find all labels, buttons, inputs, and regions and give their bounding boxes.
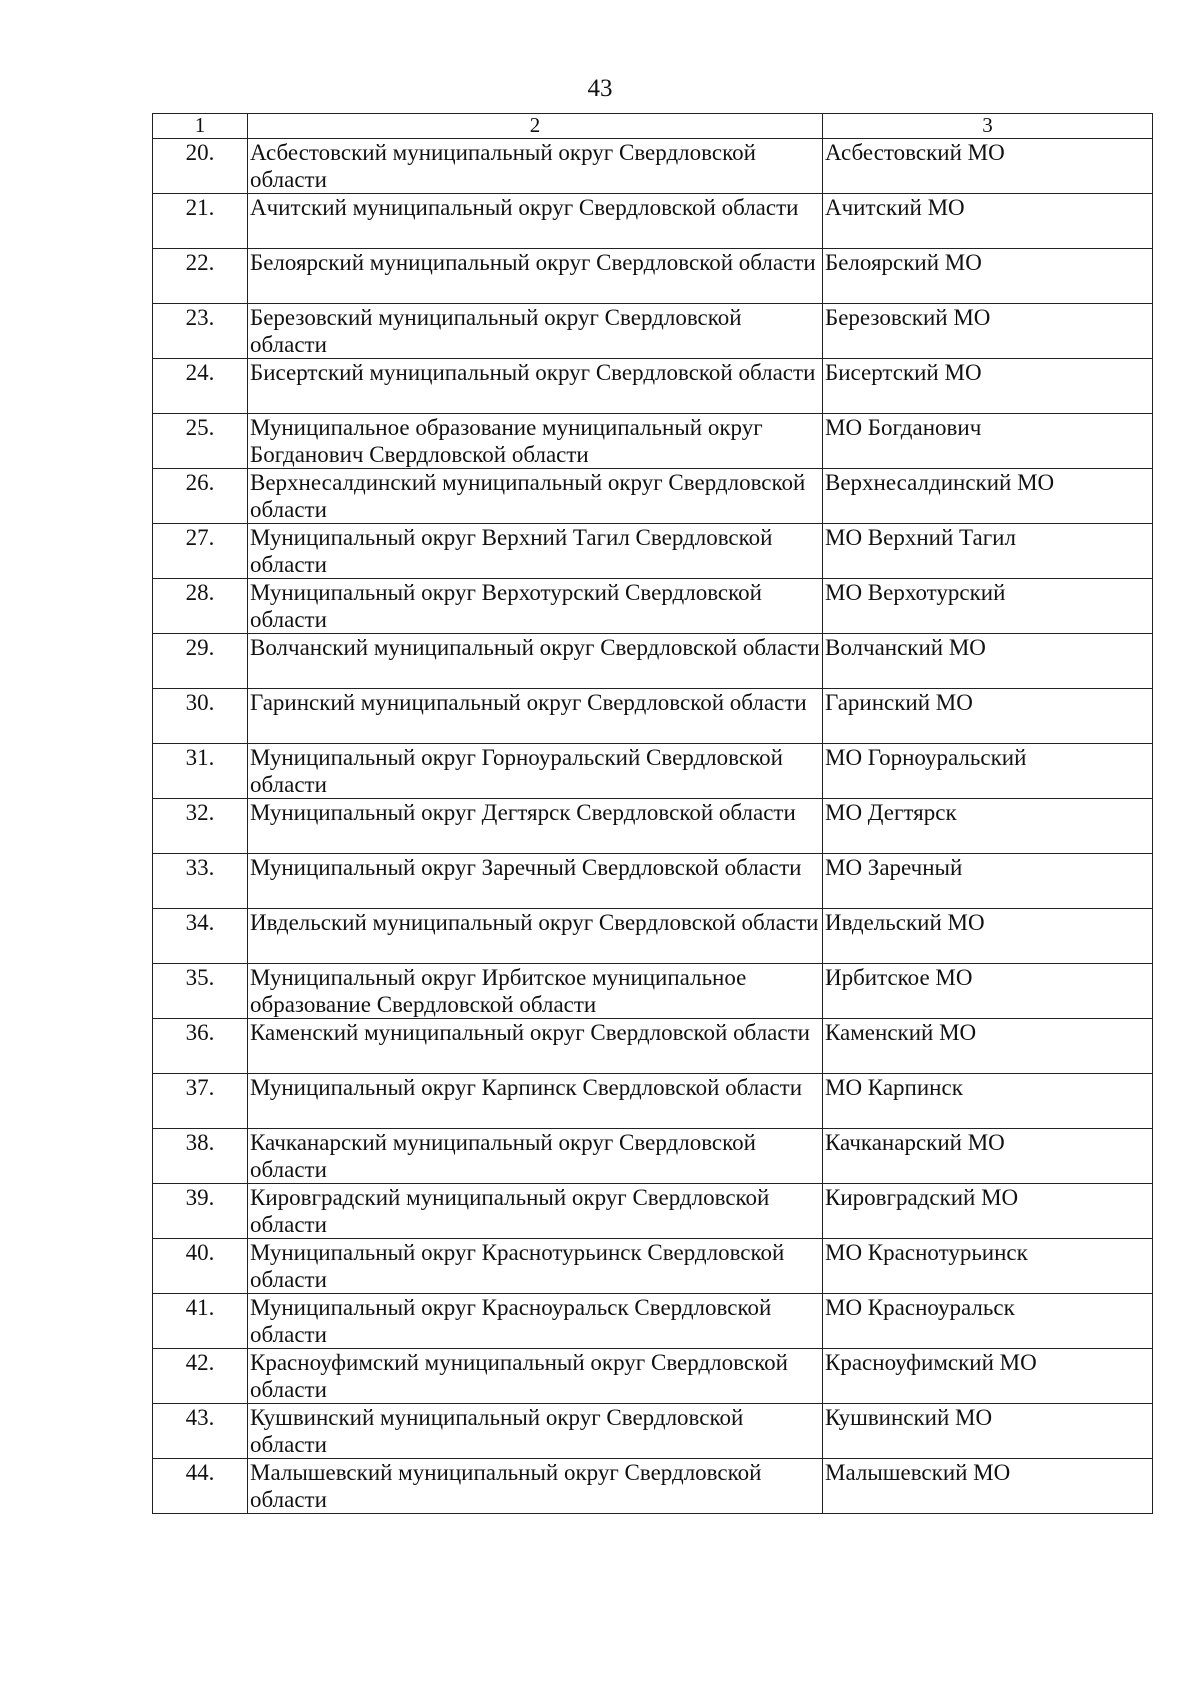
table-row bbox=[153, 1019, 1153, 1074]
short-name-cell: Ирбитское МО bbox=[823, 964, 1153, 1019]
full-name-cell: Муниципальное образование муниципальный округ Богданович Свердловской области bbox=[248, 414, 823, 469]
row-number-cell: 38. bbox=[153, 1129, 248, 1184]
row-number-cell: 23. bbox=[153, 304, 248, 359]
table-row bbox=[153, 139, 1153, 194]
table-row bbox=[153, 1294, 1153, 1349]
short-name-cell: МО Верхний Тагил bbox=[823, 524, 1153, 579]
table-row bbox=[153, 304, 1153, 359]
short-name-cell: МО Горноуральский bbox=[823, 744, 1153, 799]
short-name-cell: Кировградский МО bbox=[823, 1184, 1153, 1239]
row-number-cell: 26. bbox=[153, 469, 248, 524]
column-header-number: 1 bbox=[153, 114, 248, 139]
table-body bbox=[153, 114, 1153, 1514]
short-name-cell: Белоярский МО bbox=[823, 249, 1153, 304]
full-name-cell: Муниципальный округ Горноуральский Свердловской области bbox=[248, 744, 823, 799]
short-name-cell: Асбестовский МО bbox=[823, 139, 1153, 194]
row-number-cell: 42. bbox=[153, 1349, 248, 1404]
table-row bbox=[153, 524, 1153, 579]
table-row bbox=[153, 579, 1153, 634]
table-row bbox=[153, 359, 1153, 414]
row-number-cell: 22. bbox=[153, 249, 248, 304]
full-name-cell: Каменский муниципальный округ Свердловской области bbox=[248, 1019, 823, 1074]
short-name-cell: Волчанский МО bbox=[823, 634, 1153, 689]
table-row bbox=[153, 854, 1153, 909]
row-number-cell: 40. bbox=[153, 1239, 248, 1294]
table-row bbox=[153, 1239, 1153, 1294]
short-name-cell: Гаринский МО bbox=[823, 689, 1153, 744]
full-name-cell: Муниципальный округ Верхотурский Свердловской области bbox=[248, 579, 823, 634]
full-name-cell: Муниципальный округ Краснотурьинск Свердловской области bbox=[248, 1239, 823, 1294]
table-row bbox=[153, 469, 1153, 524]
full-name-cell: Качканарский муниципальный округ Свердловской области bbox=[248, 1129, 823, 1184]
column-header-full-name: 2 bbox=[248, 114, 823, 139]
table-row bbox=[153, 744, 1153, 799]
full-name-cell: Белоярский муниципальный округ Свердловской области bbox=[248, 249, 823, 304]
table-row bbox=[153, 799, 1153, 854]
row-number-cell: 24. bbox=[153, 359, 248, 414]
row-number-cell: 43. bbox=[153, 1404, 248, 1459]
row-number-cell: 35. bbox=[153, 964, 248, 1019]
full-name-cell: Муниципальный округ Ирбитское муниципальное образование Свердловской области bbox=[248, 964, 823, 1019]
short-name-cell: Ачитский МО bbox=[823, 194, 1153, 249]
short-name-cell: Верхнесалдинский МО bbox=[823, 469, 1153, 524]
short-name-cell: МО Богданович bbox=[823, 414, 1153, 469]
full-name-cell: Муниципальный округ Красноуральск Свердловской области bbox=[248, 1294, 823, 1349]
row-number-cell: 30. bbox=[153, 689, 248, 744]
full-name-cell: Гаринский муниципальный округ Свердловской области bbox=[248, 689, 823, 744]
table-row bbox=[153, 249, 1153, 304]
table-row bbox=[153, 1129, 1153, 1184]
short-name-cell: МО Верхотурский bbox=[823, 579, 1153, 634]
table-row bbox=[153, 1184, 1153, 1239]
page-number: 43 bbox=[587, 75, 613, 102]
short-name-cell: Березовский МО bbox=[823, 304, 1153, 359]
full-name-cell: Красноуфимский муниципальный округ Свердловской области bbox=[248, 1349, 823, 1404]
row-number-cell: 25. bbox=[153, 414, 248, 469]
short-name-cell: Качканарский МО bbox=[823, 1129, 1153, 1184]
full-name-cell: Муниципальный округ Дегтярск Свердловской области bbox=[248, 799, 823, 854]
table-row bbox=[153, 964, 1153, 1019]
row-number-cell: 41. bbox=[153, 1294, 248, 1349]
row-number-cell: 28. bbox=[153, 579, 248, 634]
table-row bbox=[153, 1404, 1153, 1459]
short-name-cell: МО Дегтярск bbox=[823, 799, 1153, 854]
row-number-cell: 36. bbox=[153, 1019, 248, 1074]
full-name-cell: Муниципальный округ Верхний Тагил Свердловской области bbox=[248, 524, 823, 579]
municipalities-table bbox=[152, 113, 1153, 1514]
full-name-cell: Муниципальный округ Заречный Свердловской области bbox=[248, 854, 823, 909]
row-number-cell: 34. bbox=[153, 909, 248, 964]
short-name-cell: МО Заречный bbox=[823, 854, 1153, 909]
row-number-cell: 32. bbox=[153, 799, 248, 854]
short-name-cell: Каменский МО bbox=[823, 1019, 1153, 1074]
full-name-cell: Березовский муниципальный округ Свердловской области bbox=[248, 304, 823, 359]
row-number-cell: 27. bbox=[153, 524, 248, 579]
full-name-cell: Малышевский муниципальный округ Свердловской области bbox=[248, 1459, 823, 1514]
short-name-cell: Бисертский МО bbox=[823, 359, 1153, 414]
row-number-cell: 31. bbox=[153, 744, 248, 799]
full-name-cell: Кушвинский муниципальный округ Свердловской области bbox=[248, 1404, 823, 1459]
full-name-cell: Муниципальный округ Карпинск Свердловской области bbox=[248, 1074, 823, 1129]
table-row bbox=[153, 634, 1153, 689]
full-name-cell: Ивдельский муниципальный округ Свердловской области bbox=[248, 909, 823, 964]
row-number-cell: 29. bbox=[153, 634, 248, 689]
table-row bbox=[153, 414, 1153, 469]
table-row bbox=[153, 1349, 1153, 1404]
short-name-cell: МО Карпинск bbox=[823, 1074, 1153, 1129]
row-number-cell: 20. bbox=[153, 139, 248, 194]
row-number-cell: 21. bbox=[153, 194, 248, 249]
full-name-cell: Волчанский муниципальный округ Свердловской области bbox=[248, 634, 823, 689]
full-name-cell: Асбестовский муниципальный округ Свердловской области bbox=[248, 139, 823, 194]
short-name-cell: Кушвинский МО bbox=[823, 1404, 1153, 1459]
short-name-cell: Малышевский МО bbox=[823, 1459, 1153, 1514]
full-name-cell: Верхнесалдинский муниципальный округ Свердловской области bbox=[248, 469, 823, 524]
short-name-cell: Ивдельский МО bbox=[823, 909, 1153, 964]
short-name-cell: МО Красноуральск bbox=[823, 1294, 1153, 1349]
table-row bbox=[153, 909, 1153, 964]
table-row bbox=[153, 689, 1153, 744]
row-number-cell: 39. bbox=[153, 1184, 248, 1239]
table-header-row bbox=[153, 114, 1153, 139]
row-number-cell: 33. bbox=[153, 854, 248, 909]
table-row bbox=[153, 1074, 1153, 1129]
table-row bbox=[153, 194, 1153, 249]
full-name-cell: Ачитский муниципальный округ Свердловской области bbox=[248, 194, 823, 249]
table-row bbox=[153, 1459, 1153, 1514]
full-name-cell: Кировградский муниципальный округ Свердловской области bbox=[248, 1184, 823, 1239]
column-header-short-name: 3 bbox=[823, 114, 1153, 139]
full-name-cell: Бисертский муниципальный округ Свердловской области bbox=[248, 359, 823, 414]
short-name-cell: МО Краснотурьинск bbox=[823, 1239, 1153, 1294]
row-number-cell: 44. bbox=[153, 1459, 248, 1514]
short-name-cell: Красноуфимский МО bbox=[823, 1349, 1153, 1404]
row-number-cell: 37. bbox=[153, 1074, 248, 1129]
